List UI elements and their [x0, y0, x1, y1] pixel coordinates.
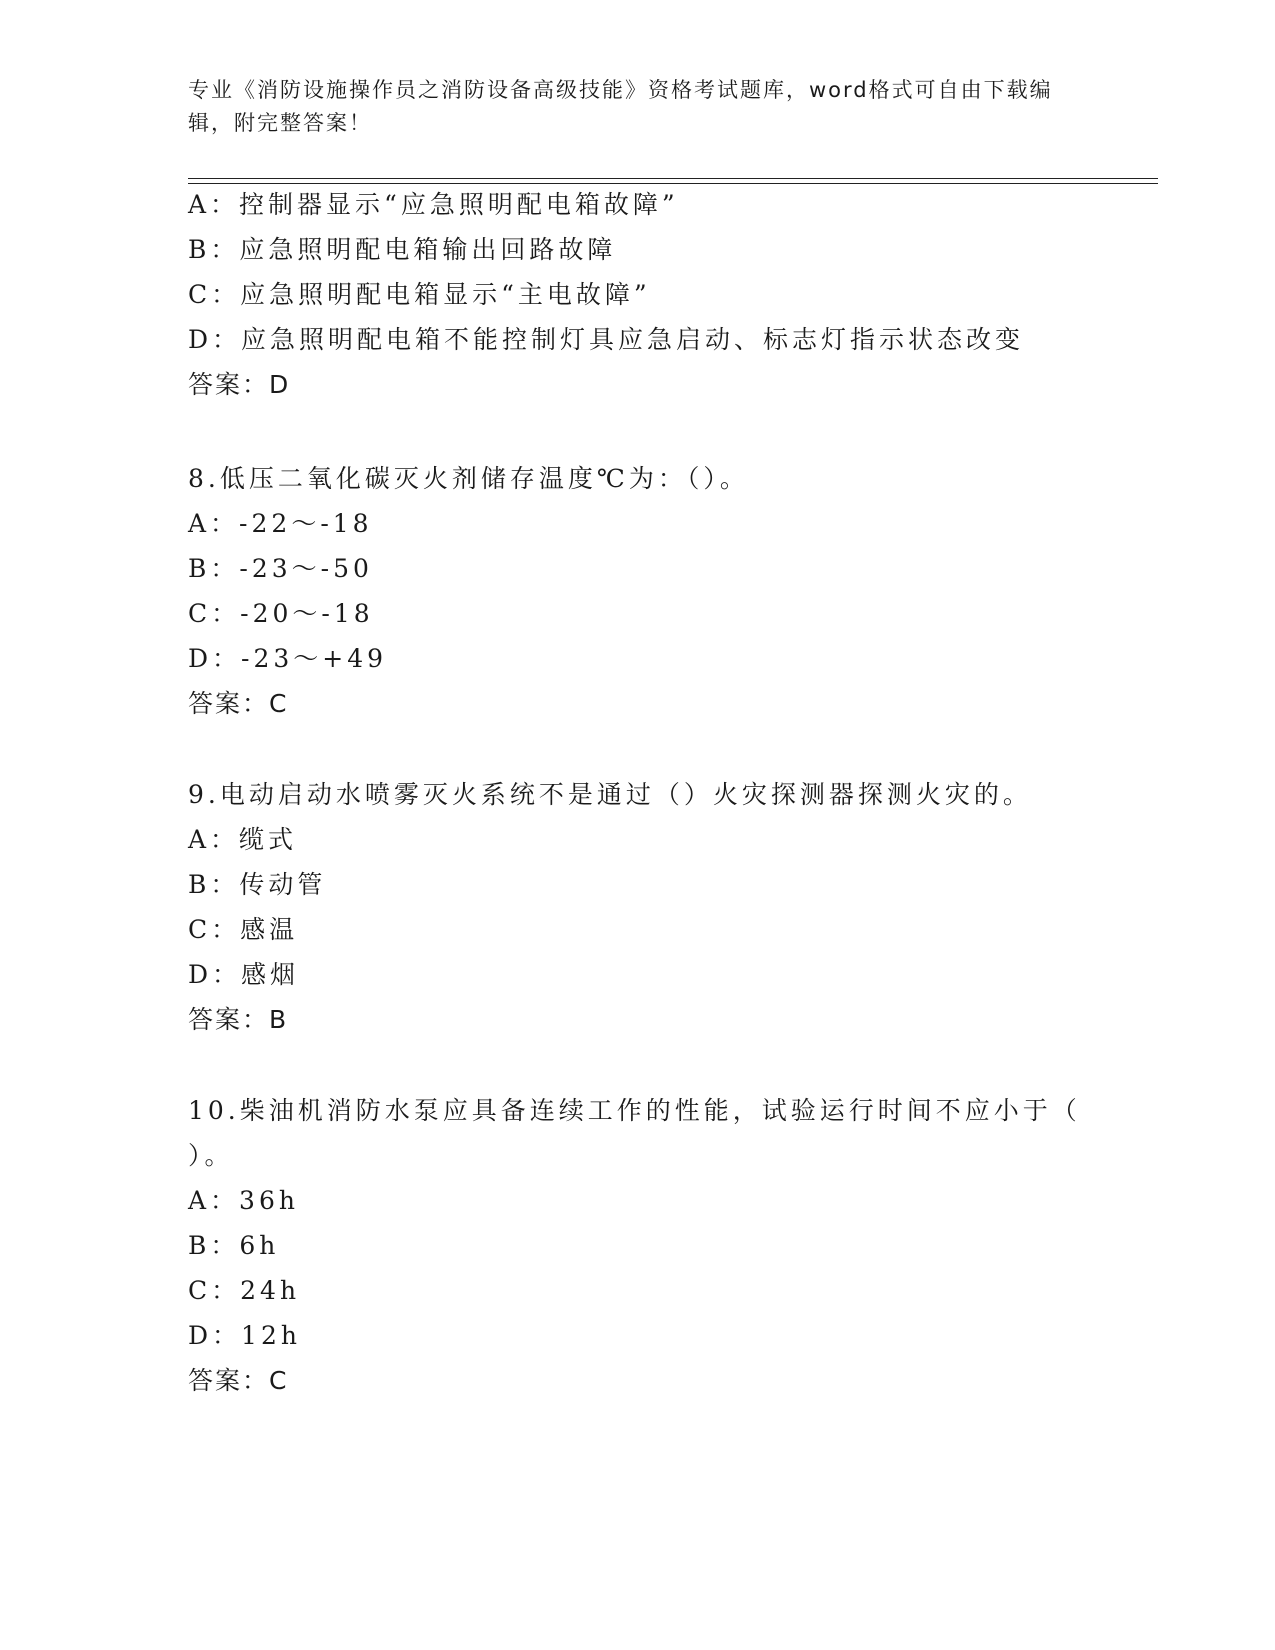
- q8-option-a: A：-22～-18: [188, 509, 373, 538]
- q7-option-b: B：应急照明配电箱输出回路故障: [188, 235, 617, 264]
- q8-option-b: B：-23～-50: [188, 554, 373, 583]
- q9-stem: 9.电动启动水喷雾灭火系统不是通过（）火灾探测器探测火灾的。: [188, 780, 1032, 809]
- q9-option-c: C：感温: [188, 915, 299, 944]
- header-divider-top: [188, 178, 1158, 179]
- q8-answer: 答案：C: [188, 689, 289, 718]
- q8-option-c: C：-20～-18: [188, 599, 374, 628]
- q9-option-d: D：感烟: [188, 960, 300, 989]
- q9-option-a: A：缆式: [188, 825, 298, 854]
- q10-answer: 答案：C: [188, 1366, 289, 1395]
- q7-option-c: C：应急照明配电箱显示“主电故障”: [188, 280, 651, 309]
- q10-option-b: B：6h: [188, 1231, 280, 1260]
- q7-answer: 答案：D: [188, 370, 291, 399]
- q9-answer: 答案：B: [188, 1005, 289, 1034]
- q10-stem-line2: ）。: [188, 1141, 234, 1170]
- q10-stem-line1: 10.柴油机消防水泵应具备连续工作的性能，试验运行时间不应小于（: [188, 1096, 1081, 1125]
- document-header: 专业《消防设施操作员之消防设备高级技能》资格考试题库，word格式可自由下载编辑，附完整答案！: [188, 78, 1053, 135]
- q9-option-b: B：传动管: [188, 870, 327, 899]
- q10-option-c: C：24h: [188, 1276, 301, 1305]
- q7-option-d: D：应急照明配电箱不能控制灯具应急启动、标志灯指示状态改变: [188, 325, 1025, 354]
- header-divider-bottom: [188, 183, 1158, 184]
- q7-option-a: A：控制器显示“应急照明配电箱故障”: [188, 190, 679, 219]
- q8-option-d: D：-23～+49: [188, 644, 388, 673]
- q8-stem: 8.低压二氧化碳灭火剂储存温度℃为：（）。: [188, 464, 749, 493]
- q10-option-a: A：36h: [188, 1186, 299, 1215]
- q10-option-d: D：12h: [188, 1321, 301, 1350]
